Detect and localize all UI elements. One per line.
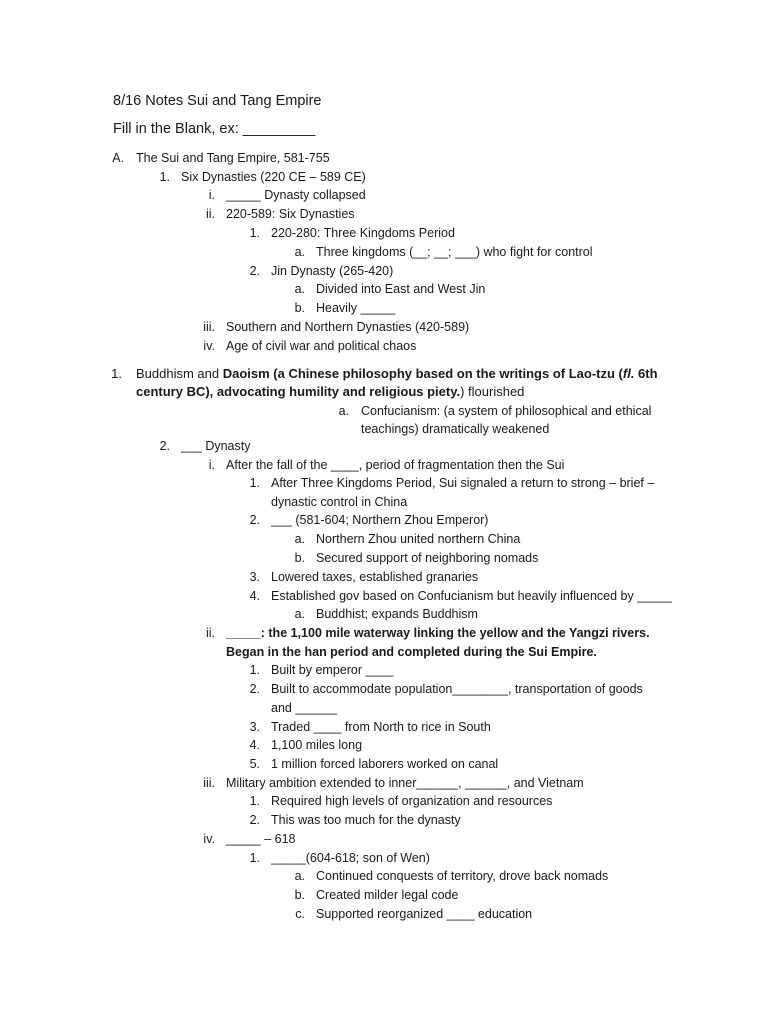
outline-continuation: dynastic control in China	[271, 495, 408, 509]
confucianism-continuation: teachings) dramatically weakened	[361, 422, 550, 436]
document-page: 8/16 Notes Sui and Tang Empire Fill in the Blank, ex: _________ A. The Sui and Tang Empire, 581-755 1. Six Dynasties (220 CE – 589 CE) i. _____ Dynasty collapsed ii. 220-589: Six Dynasties 1. 220-280: Three Kingdoms Period a. Three kingdoms (__; __; ___) who fight for control 2. Jin Dynasty (265-420) a. Divided into East and West Jin b. Heavily _____ iii. Southern and Northern Dynasties (420-589) iv. Age of civil war and political chaos 1. Buddhism and Daoism (a Chinese philosophy based on the writings of Lao-tzu (fl. 6th century BC), advocating humility and religious piety.) flourished a. Confucianism: (a system of philosophical and ethical teachings) dramatically weakened 2. ___ Dynasty i. After the fall of the ____, period of fragmentation then the Sui 1. After Three Kingdoms Period, Sui signaled a return to strong – brief – dynastic control in China 2. ___ (581-604; Northern Zhou Emperor) a. Northern Zhou united northern China b. Secured support of neighboring nomads 3. Lowered taxes, established granaries 4. Established gov based on Confucianism but heavily influenced by _____ a. Buddhist; expands Buddhism ii. _____: the 1,100 mile waterway linking the yellow and the Yangzi rivers. Began in the han period and completed during the Sui Empire. 1. Built by emperor ____ 2. Built to accommodate population________, transportation of goods and ______ 3. Traded ____ from North to rice in South 4. 1,100 miles long 5. 1 million forced laborers worked on canal iii. Military ambition extended to inner______, ______, and Vietnam 1. Required high levels of organization and resources 2. This was too much for the dynasty iv. _____ – 618 1. _____(604-618; son of Wen) a. Continued conquests of territory, drove back nomads b. Created milder legal code c. Supported reorganized ____ education	[111, 93, 672, 921]
outline-continuation: Began in the han period and completed during the Sui Empire.	[226, 645, 597, 659]
outline-continuation: and ______	[271, 701, 338, 715]
page-title: 8/16 Notes Sui and Tang Empire	[113, 93, 322, 109]
instructions: Fill in the Blank, ex: _________	[113, 121, 316, 137]
buddhism-line-2: century BC), advocating humility and religious piety.) flourished	[136, 384, 525, 399]
